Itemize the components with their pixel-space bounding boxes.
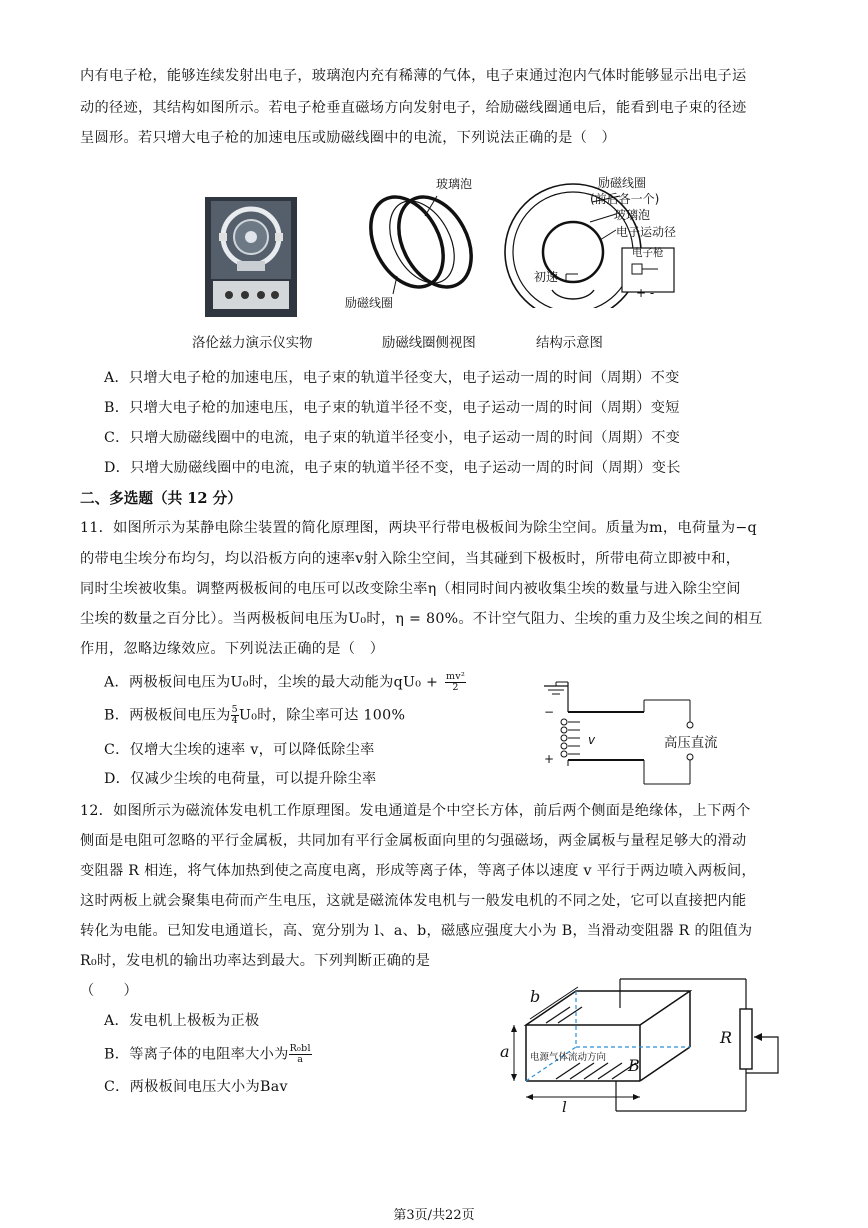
struct-label-gun: 电子枪	[632, 247, 664, 259]
q11-velocity-label: v	[588, 733, 596, 747]
q11-minus-label: −	[544, 705, 555, 719]
q11-option-b	[104, 705, 405, 726]
q12-b-denominator: a	[297, 1054, 304, 1065]
q12-line-5: 转化为电能。已知发电通道长，高、宽分别为 l、a、b，磁感应强度大小为 B，当滑动变阻器 R 的阻值为	[80, 923, 753, 939]
q12-b-numerator: R₀bl	[289, 1043, 311, 1054]
q11-option-b-text: B．两极板间电压为	[104, 707, 231, 724]
q12-label-R: R	[720, 1028, 733, 1047]
label-excitation-coil: 励磁线圈	[345, 296, 394, 310]
q11-option-a-text: A．两极板间电压为U₀时，尘埃的最大动能为qU₀ +	[104, 674, 443, 691]
q11-option-a-fraction	[445, 672, 466, 693]
struct-label-coil: 励磁线圈	[598, 176, 647, 190]
q12-label-flow: 电源气体流动方向	[530, 1052, 607, 1063]
struct-label-speed: 初速	[534, 270, 559, 284]
intro-line-3: 呈圆形。若只增大电子枪的加速电压或励磁线圈中的电流，下列说法正确的是（ ）	[80, 130, 617, 146]
q10-option-a: A．只增大电子枪的加速电压，电子束的轨道半径变大，电子运动一周的时间（周期）不变	[104, 370, 680, 386]
q11-option-a	[104, 672, 466, 693]
q12-option-c: C．两极板间电压大小为Bav	[104, 1079, 288, 1095]
q11-a-numerator: mv²	[446, 671, 466, 682]
q11-b-denominator: 4	[231, 715, 238, 726]
q11-line-4: 尘埃的数量之百分比）。当两极板间电压为U₀时，η = 80%。不计空气阻力、尘埃的重力及尘埃之间的相互	[80, 611, 763, 627]
q11-line-1: 11．如图所示为某静电除尘装置的简化原理图，两块平行带电极板间为除尘空间。质量为m，电荷量为−q	[80, 520, 757, 536]
q12-option-b-fraction	[289, 1044, 312, 1065]
caption-structure: 结构示意图	[536, 336, 603, 351]
label-glass-bulb: 玻璃泡	[436, 177, 473, 191]
q12-line-6: R₀时，发电机的输出功率达到最大。下列判断正确的是	[80, 953, 431, 969]
q11-plus-label: +	[544, 752, 555, 766]
q11-option-b-fraction	[231, 705, 239, 726]
caption-photo: 洛伦兹力演示仪实物	[192, 336, 313, 351]
intro-line-1: 内有电子枪，能够连续发射出电子，玻璃泡内充有稀薄的气体，电子束通过泡内气体时能够显示出电子运	[80, 68, 747, 84]
struct-label-glass: 玻璃泡	[614, 208, 651, 222]
q11-a-denominator: 2	[452, 682, 459, 693]
q11-line-5: 作用，忽略边缘效应。下列说法正确的是（ ）	[80, 641, 385, 657]
q12-label-b: b	[530, 987, 541, 1006]
coil-side-view	[355, 172, 485, 312]
q12-label-a: a	[500, 1042, 510, 1061]
q10-option-c: C．只增大励磁线圈中的电流，电子束的轨道半径变小，电子运动一周的时间（周期）不变	[104, 430, 681, 446]
q12-option-a: A．发电机上极板为正极	[104, 1013, 260, 1029]
caption-side: 励磁线圈侧视图	[382, 336, 476, 351]
q11-option-d: D．仅减少尘埃的电荷量，可以提升除尘率	[104, 771, 377, 787]
q11-option-b-suffix: U₀时，除尘率可达 100%	[239, 707, 406, 724]
q12-line-1: 12．如图所示为磁流体发电机工作原理图。发电通道是个中空长方体，前后两个侧面是绝缘体，上下两个	[80, 803, 751, 819]
section-header: 二、多选题（共 12 分）	[80, 490, 242, 507]
q11-option-c: C．仅增大尘埃的速率 v，可以降低除尘率	[104, 742, 375, 758]
struct-label-coil-note: (前后各一个)	[590, 192, 660, 206]
q11-b-numerator: 5	[231, 704, 238, 715]
q12-line-2: 侧面是电阻可忽略的平行金属板，共同加有平行金属板面向里的匀强磁场，两金属板与量程足够大的滑动	[80, 833, 747, 849]
q10-option-d: D．只增大励磁线圈中的电流，电子束的轨道半径不变，电子运动一周的时间（周期）变长	[104, 460, 681, 476]
q12-label-B: B	[628, 1056, 640, 1075]
page-footer: 第3页/共22页	[393, 1208, 475, 1223]
q12-label-l: l	[562, 1098, 567, 1116]
q12-option-b	[104, 1044, 312, 1065]
q11-high-voltage-label: 高压直流	[664, 736, 718, 751]
struct-label-pm: + -	[636, 286, 655, 300]
q11-line-2: 的带电尘埃分布均匀，均以沿板方向的速率v射入除尘空间，当其碰到下极板时，所带电荷立即被中和，	[80, 551, 741, 567]
q10-option-b: B．只增大电子枪的加速电压，电子束的轨道半径不变，电子运动一周的时间（周期）变短	[104, 400, 680, 416]
q11-line-3: 同时尘埃被收集。调整两极板间的电压可以改变除尘率η（相同时间内被收集尘埃的数量与进入除尘空间	[80, 581, 741, 597]
struct-label-path: 电子运动径	[616, 225, 677, 239]
lorentz-apparatus-photo	[205, 197, 297, 317]
q12-line-4: 这时两板上就会聚集电荷而产生电压，这就是磁流体发电机与一般发电机的不同之处，它可以直接把内能	[80, 893, 747, 909]
q12-line-3: 变阻器 R 相连，将气体加热到使之高度电离，形成等离子体，等离子体以速度 v 平行于两边喷入两板间，	[80, 863, 756, 879]
q12-option-b-text: B．等离子体的电阻率大小为	[104, 1046, 289, 1063]
q12-answer-blank: （ ）	[80, 983, 138, 999]
intro-line-2: 动的径迹，其结构如图所示。若电子枪垂直磁场方向发射电子，给励磁线圈通电后，能看到电子束的径迹	[80, 100, 747, 116]
